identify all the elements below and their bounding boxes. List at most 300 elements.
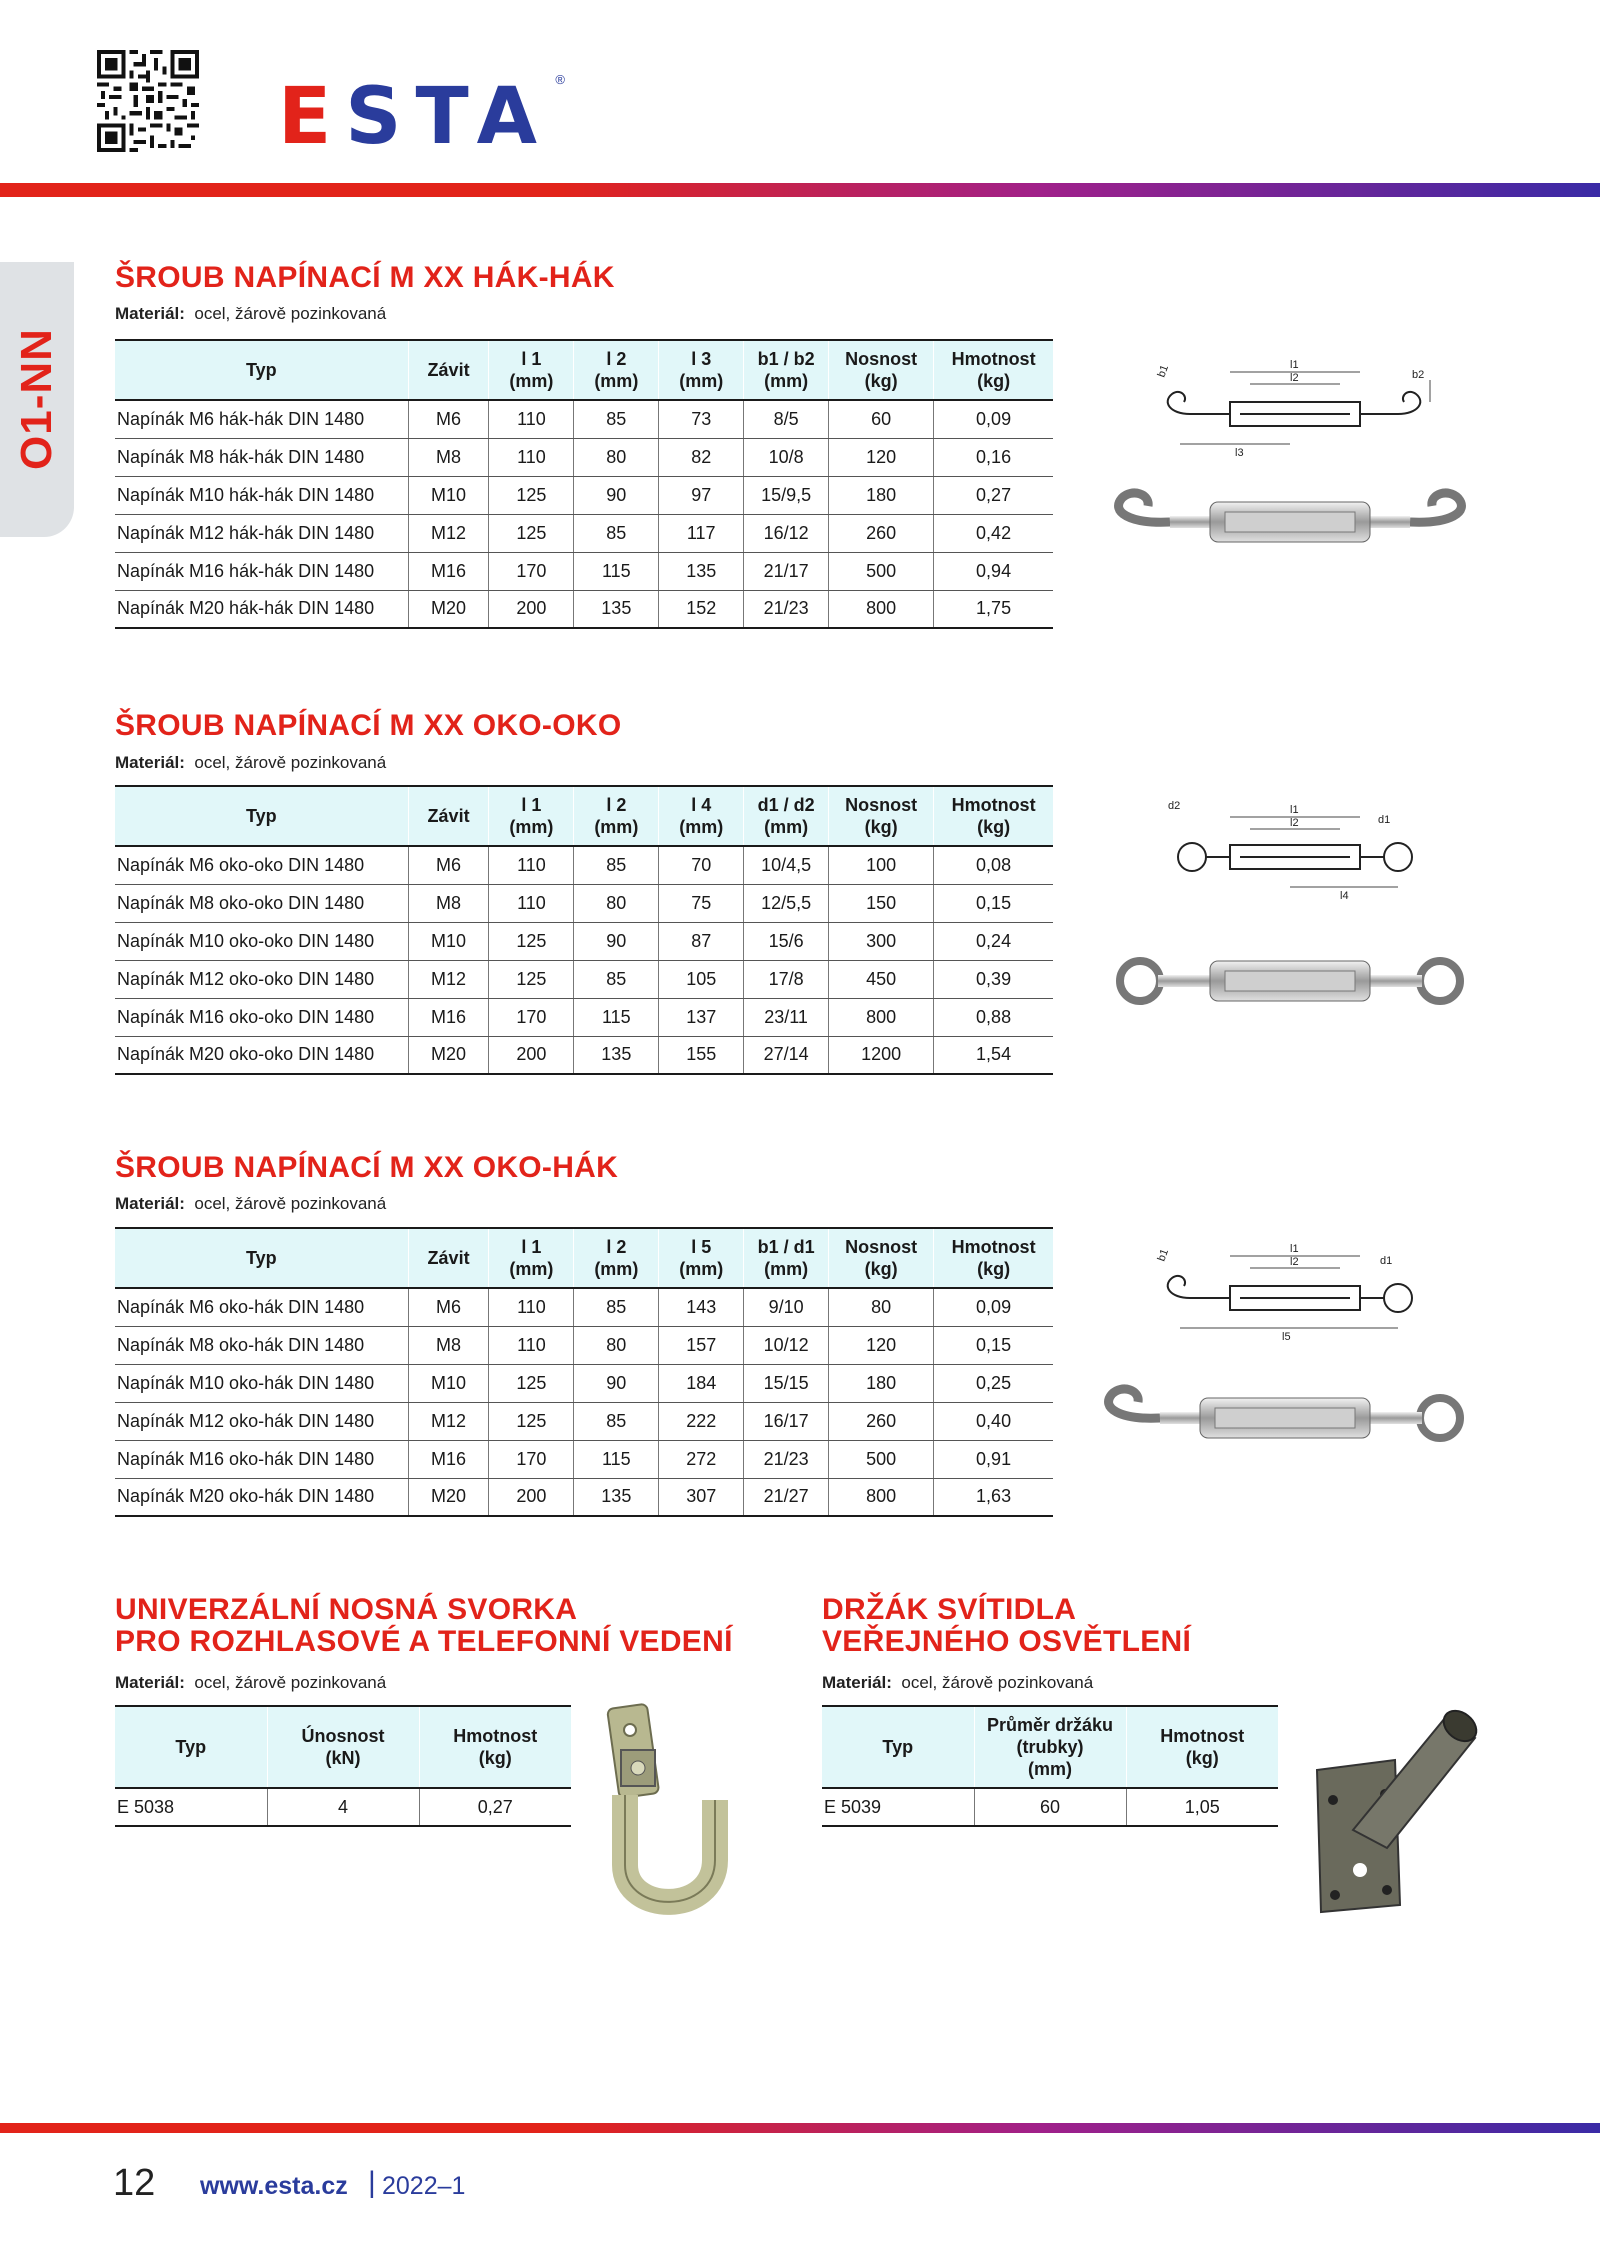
table-cell: 82 (659, 438, 744, 476)
title-line: VEŘEJNÉHO OSVĚTLENÍ (822, 1625, 1192, 1658)
table-row (115, 514, 1053, 552)
header-line: (kg) (864, 1259, 898, 1279)
table-cell: 800 (829, 1478, 934, 1516)
table-row (115, 998, 1053, 1036)
table-cell: Napínák M20 hák-hák DIN 1480 (115, 590, 408, 628)
eye-eye-dimension-diagram (1140, 795, 1450, 905)
table-cell: 15/15 (744, 1364, 829, 1402)
dim-label: l1 (1290, 359, 1299, 371)
lamp-holder-photo (1305, 1690, 1485, 1920)
table-cell: M6 (408, 400, 489, 438)
header-line: l 4 (691, 795, 712, 815)
header-line: (kg) (977, 371, 1011, 391)
table-cell: 0,27 (419, 1788, 571, 1826)
table-cell: 135 (574, 590, 659, 628)
table-cell: 500 (829, 552, 934, 590)
table-cell: 75 (659, 884, 744, 922)
column-header (115, 786, 408, 846)
section-title-svorka (115, 1594, 733, 1658)
header-line: l 3 (691, 349, 712, 369)
table-cell: 170 (489, 1440, 574, 1478)
header-line: (mm) (1028, 1759, 1072, 1779)
table-cell: 120 (829, 1326, 934, 1364)
header-line: (mm) (594, 371, 639, 391)
header-line: (mm) (509, 817, 554, 837)
table-cell: 21/17 (744, 552, 829, 590)
header-line: Typ (175, 1737, 207, 1757)
header-color-band (0, 183, 1600, 197)
column-header (115, 340, 408, 400)
table-cell: 85 (574, 400, 659, 438)
header-line: Závit (427, 806, 470, 826)
table-row (115, 1288, 1053, 1326)
header-line: l 1 (521, 349, 542, 369)
dim-label: b1 (1155, 1247, 1172, 1264)
column-header (408, 786, 489, 846)
dim-label: l2 (1290, 817, 1299, 829)
table-cell: 137 (659, 998, 744, 1036)
material-value: ocel, žárově pozinkovaná (194, 1673, 387, 1692)
dim-label: b1 (1155, 363, 1172, 380)
header-line: (mm) (764, 371, 809, 391)
table-cell: 85 (574, 846, 659, 884)
header-line: Průměr držáku (986, 1715, 1114, 1735)
material-line (115, 1194, 386, 1214)
table-cell: 0,09 (934, 1288, 1053, 1326)
material-label: Materiál: (115, 753, 185, 772)
column-header (1126, 1706, 1278, 1788)
table-cell: 125 (489, 1364, 574, 1402)
table-cell: 0,15 (934, 884, 1053, 922)
table-cell: Napínák M6 oko-oko DIN 1480 (115, 846, 408, 884)
table-cell: Napínák M10 hák-hák DIN 1480 (115, 476, 408, 514)
table-cell: 0,27 (934, 476, 1053, 514)
table-cell: M8 (408, 1326, 489, 1364)
material-line (115, 304, 386, 324)
header-line: l 1 (521, 795, 542, 815)
column-header (115, 1706, 267, 1788)
table-cell: 115 (574, 998, 659, 1036)
table-cell: 23/11 (744, 998, 829, 1036)
header-line: Závit (427, 1248, 470, 1268)
column-header (934, 1228, 1053, 1288)
table-cell: 200 (489, 1036, 574, 1074)
column-header (934, 340, 1053, 400)
table-cell: M10 (408, 476, 489, 514)
header-line: Typ (245, 1248, 277, 1268)
table-cell: 0,15 (934, 1326, 1053, 1364)
table-cell: 117 (659, 514, 744, 552)
table-cell: 0,39 (934, 960, 1053, 998)
title-line: DRŽÁK SVÍTIDLA (822, 1593, 1077, 1626)
table-cell: M6 (408, 846, 489, 884)
column-header (489, 340, 574, 400)
table-cell: 85 (574, 960, 659, 998)
table-cell: 17/8 (744, 960, 829, 998)
table-cell: 16/12 (744, 514, 829, 552)
column-header (574, 340, 659, 400)
section-title-hak-hak: ŠROUB NAPÍNACÍ M XX HÁK-HÁK (115, 261, 615, 294)
table-cell: 80 (574, 438, 659, 476)
table-cell: 80 (574, 1326, 659, 1364)
header-line: (mm) (594, 1259, 639, 1279)
table-cell: 85 (574, 1288, 659, 1326)
header-line: Typ (882, 1737, 914, 1757)
column-header (659, 1228, 744, 1288)
table-cell: 0,24 (934, 922, 1053, 960)
table-cell: 110 (489, 400, 574, 438)
table-cell: 105 (659, 960, 744, 998)
chapter-tab-label: O1-NN (12, 328, 61, 470)
website-link[interactable]: www.esta.cz (200, 2172, 348, 2200)
table-cell: 73 (659, 400, 744, 438)
table-cell: 85 (574, 514, 659, 552)
column-header (659, 786, 744, 846)
table-cell: 60 (829, 400, 934, 438)
table-cell: 110 (489, 1288, 574, 1326)
header-line: (kg) (864, 371, 898, 391)
spec-table-hak-hak (115, 339, 1053, 629)
header-line: (mm) (594, 817, 639, 837)
table-cell: 87 (659, 922, 744, 960)
table-cell: 143 (659, 1288, 744, 1326)
table-cell: 0,91 (934, 1440, 1053, 1478)
table-cell: 0,16 (934, 438, 1053, 476)
table-cell: 1200 (829, 1036, 934, 1074)
spec-table-drzak (822, 1705, 1278, 1827)
table-row (115, 590, 1053, 628)
dim-label: d1 (1378, 814, 1391, 826)
table-cell: 90 (574, 476, 659, 514)
table-cell: 152 (659, 590, 744, 628)
table-cell: 260 (829, 1402, 934, 1440)
table-cell: M20 (408, 1036, 489, 1074)
material-label: Materiál: (115, 1673, 185, 1692)
table-cell: 80 (574, 884, 659, 922)
table-cell: 125 (489, 1402, 574, 1440)
table-cell: 70 (659, 846, 744, 884)
table-cell: Napínák M12 hák-hák DIN 1480 (115, 514, 408, 552)
table-cell: M12 (408, 960, 489, 998)
table-cell: 0,42 (934, 514, 1053, 552)
header-line: (kg) (1185, 1748, 1219, 1768)
header-line: Nosnost (845, 349, 918, 369)
dim-label: l2 (1290, 372, 1299, 384)
chapter-tab (0, 262, 74, 537)
table-cell: 1,05 (1126, 1788, 1278, 1826)
table-cell: 110 (489, 1326, 574, 1364)
table-row (115, 884, 1053, 922)
header-line: Hmotnost (951, 795, 1036, 815)
column-header (744, 1228, 829, 1288)
table-cell: 1,63 (934, 1478, 1053, 1516)
header-line: (mm) (679, 371, 724, 391)
table-cell: M12 (408, 1402, 489, 1440)
header-line: b1 / d1 (757, 1237, 815, 1257)
spec-table-oko-hak (115, 1227, 1053, 1517)
table-row (115, 1402, 1053, 1440)
column-header (829, 340, 934, 400)
table-cell: 125 (489, 922, 574, 960)
table-cell: 80 (829, 1288, 934, 1326)
esta-logo (278, 72, 565, 162)
table-cell: 260 (829, 514, 934, 552)
table-cell: M20 (408, 590, 489, 628)
table-cell: M16 (408, 552, 489, 590)
material-value: ocel, žárově pozinkovaná (901, 1673, 1094, 1692)
header-line: Hmotnost (951, 349, 1036, 369)
column-header (974, 1706, 1126, 1788)
table-row (822, 1788, 1278, 1826)
table-row (115, 1440, 1053, 1478)
table-cell: Napínák M8 hák-hák DIN 1480 (115, 438, 408, 476)
table-cell: 115 (574, 1440, 659, 1478)
header-line: (kg) (977, 1259, 1011, 1279)
header-line: (mm) (509, 1259, 554, 1279)
table-cell: 27/14 (744, 1036, 829, 1074)
table-cell: 800 (829, 590, 934, 628)
table-cell: 120 (829, 438, 934, 476)
table-cell: Napínák M6 oko-hák DIN 1480 (115, 1288, 408, 1326)
header-line: Nosnost (845, 795, 918, 815)
table-cell: 184 (659, 1364, 744, 1402)
table-cell: Napínák M10 oko-hák DIN 1480 (115, 1364, 408, 1402)
table-row (115, 1326, 1053, 1364)
column-header (829, 1228, 934, 1288)
header-line: l 5 (691, 1237, 712, 1257)
table-cell: 800 (829, 998, 934, 1036)
table-cell: 272 (659, 1440, 744, 1478)
column-header (489, 1228, 574, 1288)
table-cell: 125 (489, 514, 574, 552)
table-cell: E 5039 (822, 1788, 974, 1826)
table-cell: M8 (408, 884, 489, 922)
material-label: Materiál: (115, 304, 185, 323)
table-cell: 135 (574, 1478, 659, 1516)
column-header (419, 1706, 571, 1788)
table-cell: 100 (829, 846, 934, 884)
material-value: ocel, žárově pozinkovaná (194, 304, 387, 323)
table-cell: 222 (659, 1402, 744, 1440)
table-cell: M6 (408, 1288, 489, 1326)
dim-label: l1 (1290, 1243, 1299, 1255)
table-cell: Napínák M20 oko-oko DIN 1480 (115, 1036, 408, 1074)
material-line (822, 1673, 1093, 1693)
page-number: 12 (113, 2162, 156, 2204)
table-cell: 0,94 (934, 552, 1053, 590)
title-line: UNIVERZÁLNÍ NOSNÁ SVORKA (115, 1593, 578, 1626)
table-cell: Napínák M16 hák-hák DIN 1480 (115, 552, 408, 590)
column-header (744, 786, 829, 846)
table-cell: 0,25 (934, 1364, 1053, 1402)
table-cell: 135 (574, 1036, 659, 1074)
table-cell: 170 (489, 552, 574, 590)
material-line (115, 753, 386, 773)
table-cell: 200 (489, 1478, 574, 1516)
table-cell: 0,40 (934, 1402, 1053, 1440)
header-line: Nosnost (845, 1237, 918, 1257)
table-cell: 110 (489, 884, 574, 922)
table-cell: 115 (574, 552, 659, 590)
section-title-oko-hak: ŠROUB NAPÍNACÍ M XX OKO-HÁK (115, 1151, 619, 1184)
column-header (822, 1706, 974, 1788)
table-cell: 21/23 (744, 590, 829, 628)
table-cell: 90 (574, 922, 659, 960)
table-cell: 8/5 (744, 400, 829, 438)
table-row (115, 846, 1053, 884)
table-cell: 200 (489, 590, 574, 628)
header-line: (mm) (509, 371, 554, 391)
column-header (659, 340, 744, 400)
table-cell: 16/17 (744, 1402, 829, 1440)
header-line: (kg) (478, 1748, 512, 1768)
table-cell: Napínák M20 oko-hák DIN 1480 (115, 1478, 408, 1516)
table-cell: 110 (489, 438, 574, 476)
header-line: (kN) (325, 1748, 361, 1768)
material-label: Materiál: (822, 1673, 892, 1692)
table-row (115, 552, 1053, 590)
column-header (115, 1228, 408, 1288)
eye-hook-dimension-diagram (1140, 1236, 1450, 1346)
table-cell: 155 (659, 1036, 744, 1074)
dim-label: b2 (1412, 369, 1425, 381)
header-line: (mm) (764, 1259, 809, 1279)
table-cell: 1,75 (934, 590, 1053, 628)
table-row (115, 1364, 1053, 1402)
table-row (115, 400, 1053, 438)
material-value: ocel, žárově pozinkovaná (194, 753, 387, 772)
table-cell: 157 (659, 1326, 744, 1364)
table-cell: Napínák M12 oko-hák DIN 1480 (115, 1402, 408, 1440)
header-line: Hmotnost (453, 1726, 538, 1746)
table-cell: 10/4,5 (744, 846, 829, 884)
header-line: (mm) (679, 817, 724, 837)
header-line: (mm) (679, 1259, 724, 1279)
table-cell: Napínák M12 oko-oko DIN 1480 (115, 960, 408, 998)
header-line: (kg) (864, 817, 898, 837)
table-cell: 0,08 (934, 846, 1053, 884)
table-cell: 450 (829, 960, 934, 998)
table-cell: M8 (408, 438, 489, 476)
table-cell: M16 (408, 1440, 489, 1478)
column-header (267, 1706, 419, 1788)
eye-hook-turnbuckle-photo (1090, 1378, 1480, 1458)
table-cell: 21/23 (744, 1440, 829, 1478)
catalog-edition: 2022–1 (382, 2172, 466, 2200)
column-header (408, 1228, 489, 1288)
footer-color-band (0, 2123, 1600, 2133)
table-cell: 180 (829, 476, 934, 514)
hook-hook-dimension-diagram (1140, 352, 1450, 462)
logo-wordmark: ESTA (278, 72, 551, 162)
header-line: (mm) (764, 817, 809, 837)
spec-table-svorka (115, 1705, 571, 1827)
footer-separator: | (368, 2166, 376, 2199)
table-cell: 300 (829, 922, 934, 960)
header-line: b1 / b2 (757, 349, 815, 369)
header-line: l 2 (606, 1237, 627, 1257)
column-header (574, 1228, 659, 1288)
table-cell: Napínák M8 oko-oko DIN 1480 (115, 884, 408, 922)
table-row (115, 960, 1053, 998)
header-line: d1 / d2 (757, 795, 815, 815)
column-header (574, 786, 659, 846)
table-cell: 21/27 (744, 1478, 829, 1516)
table-cell: M16 (408, 998, 489, 1036)
table-row (115, 1478, 1053, 1516)
table-row (115, 438, 1053, 476)
table-cell: 12/5,5 (744, 884, 829, 922)
table-cell: 0,09 (934, 400, 1053, 438)
material-label: Materiál: (115, 1194, 185, 1213)
table-row (115, 1036, 1053, 1074)
material-value: ocel, žárově pozinkovaná (194, 1194, 387, 1213)
table-cell: 110 (489, 846, 574, 884)
table-cell: M20 (408, 1478, 489, 1516)
dim-label: l2 (1290, 1256, 1299, 1268)
table-cell: 60 (974, 1788, 1126, 1826)
dim-label: d2 (1168, 800, 1181, 812)
title-line: PRO ROZHLASOVÉ A TELEFONNÍ VEDENÍ (115, 1625, 733, 1658)
table-cell: 85 (574, 1402, 659, 1440)
column-header (744, 340, 829, 400)
table-cell: 1,54 (934, 1036, 1053, 1074)
dim-label: l1 (1290, 804, 1299, 816)
column-header (829, 786, 934, 846)
table-cell: Napínák M16 oko-hák DIN 1480 (115, 1440, 408, 1478)
hook-hook-turnbuckle-photo (1100, 482, 1480, 562)
table-cell: Napínák M16 oko-oko DIN 1480 (115, 998, 408, 1036)
material-line (115, 1673, 386, 1693)
column-header (408, 340, 489, 400)
dim-label: l5 (1282, 1331, 1291, 1343)
table-cell: M10 (408, 922, 489, 960)
table-cell: 4 (267, 1788, 419, 1826)
table-row (115, 922, 1053, 960)
table-cell: 125 (489, 960, 574, 998)
header-line: (kg) (977, 817, 1011, 837)
header-line: l 2 (606, 795, 627, 815)
dim-label: d1 (1380, 1255, 1393, 1267)
table-cell: 90 (574, 1364, 659, 1402)
table-cell: Napínák M10 oko-oko DIN 1480 (115, 922, 408, 960)
header-line: Únosnost (301, 1726, 385, 1746)
table-row (115, 1788, 571, 1826)
support-clamp-photo (585, 1700, 735, 1925)
table-cell: 500 (829, 1440, 934, 1478)
table-row (115, 476, 1053, 514)
header-line: Hmotnost (951, 1237, 1036, 1257)
header-line: l 1 (521, 1237, 542, 1257)
table-cell: M12 (408, 514, 489, 552)
table-cell: 10/12 (744, 1326, 829, 1364)
header-line: Závit (427, 360, 470, 380)
header-line: l 2 (606, 349, 627, 369)
header-line: Typ (245, 360, 277, 380)
table-cell: Napínák M6 hák-hák DIN 1480 (115, 400, 408, 438)
table-cell: M10 (408, 1364, 489, 1402)
table-cell: 135 (659, 552, 744, 590)
table-cell: 9/10 (744, 1288, 829, 1326)
eye-eye-turnbuckle-photo (1100, 946, 1480, 1016)
dim-label: l4 (1340, 890, 1349, 902)
section-title-drzak (822, 1594, 1191, 1658)
column-header (934, 786, 1053, 846)
spec-table-oko-oko (115, 785, 1053, 1075)
table-cell: 10/8 (744, 438, 829, 476)
table-cell: 125 (489, 476, 574, 514)
table-cell: Napínák M8 oko-hák DIN 1480 (115, 1326, 408, 1364)
